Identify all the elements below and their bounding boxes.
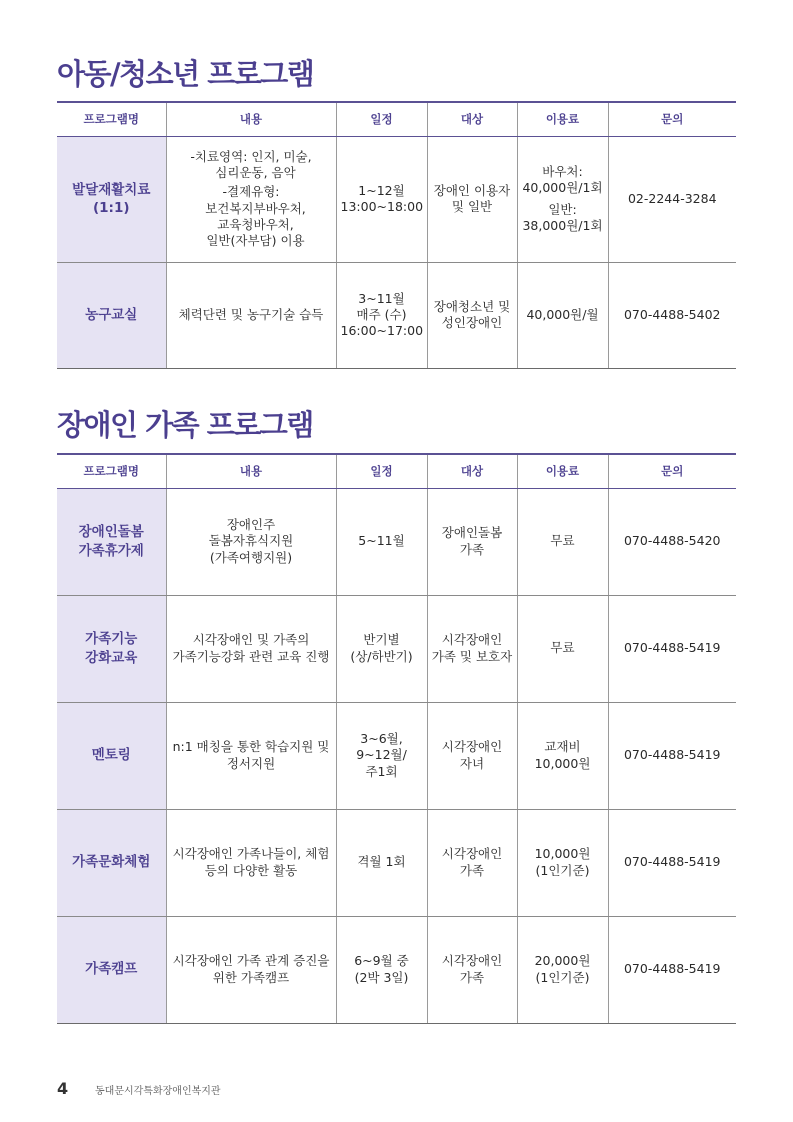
content-cell	[166, 488, 336, 595]
col-header-fee: 이용료	[517, 102, 608, 136]
schedule-text: 9~12월/	[356, 747, 407, 763]
content-text: 시각장애인 및 가족의	[192, 632, 310, 648]
table-header-row	[57, 454, 736, 488]
col-header-fee: 이용료	[517, 454, 608, 488]
fee-cell	[517, 262, 608, 368]
fee-text: 바우처:	[542, 163, 583, 179]
target-text: 가족	[459, 541, 485, 557]
schedule-text: (2박 3일)	[354, 969, 409, 985]
program-name: 강화교육	[85, 649, 138, 666]
schedule-text: (상/하반기)	[350, 648, 413, 664]
table-header-row	[57, 102, 736, 136]
content-text: 위한 가족캠프	[212, 969, 290, 985]
target-text: 및 일반	[451, 199, 493, 214]
table-row	[57, 262, 736, 368]
schedule-text: 주1회	[365, 763, 398, 779]
contact-cell: 070-4488-5419	[608, 916, 736, 1023]
content-item	[171, 649, 332, 665]
content-item	[171, 632, 332, 648]
content-item	[171, 863, 332, 879]
program-name-cell	[57, 702, 166, 809]
col-header-target: 대상	[427, 102, 517, 136]
col-header-target: 대상	[427, 454, 517, 488]
content-text: -결제유형:	[222, 184, 280, 200]
table-row	[57, 595, 736, 702]
content-text: 정서지원	[226, 755, 276, 771]
schedule-text: 13:00~18:00	[340, 199, 424, 214]
schedule-text: 16:00~17:00	[340, 323, 424, 339]
target-text: 시각장애인	[441, 632, 503, 648]
fee-text: 20,000원	[534, 953, 591, 969]
content-text: 시각장애인 가족 관계 증진을	[172, 953, 330, 969]
content-text: n:1 매칭을 통한 학습지원 및	[172, 739, 330, 755]
program-name-cell	[57, 916, 166, 1023]
fee-cell	[517, 916, 608, 1023]
page-number: 4	[57, 1079, 69, 1098]
content-text: 등의 다양한 활동	[204, 862, 298, 878]
fee-text: (1인기준)	[535, 862, 590, 878]
schedule-cell	[336, 136, 427, 262]
content-cell	[166, 916, 336, 1023]
program-name: 농구교실	[85, 306, 138, 323]
col-header-name: 프로그램명	[57, 102, 166, 136]
target-text: 가족 및 보호자	[431, 648, 513, 664]
schedule-cell	[336, 809, 427, 916]
schedule-text: 1~12월	[358, 182, 405, 198]
fee-cell	[517, 136, 608, 262]
schedule-cell	[336, 702, 427, 809]
program-name: 가족캠프	[85, 961, 138, 978]
fee-text: 무료	[550, 533, 575, 549]
program-name-cell	[57, 262, 166, 368]
content-text: -치료영역: 인지, 미술,	[190, 148, 312, 164]
target-text: 장애인 이용자	[433, 182, 511, 198]
col-header-schedule: 일정	[336, 102, 427, 136]
content-text: 시각장애인 가족나들이, 체험	[172, 846, 330, 862]
content-item	[171, 739, 332, 755]
target-text: 시각장애인	[441, 953, 503, 969]
organization-name: 동대문시각특화장애인복지관	[95, 1086, 221, 1097]
fee-text: 교재비	[544, 739, 581, 755]
col-header-content: 내용	[166, 102, 336, 136]
content-text: 가족기능강화 관련 교육 진행	[172, 648, 330, 664]
contact-cell: 070-4488-5420	[608, 488, 736, 595]
fee-text: 10,000원	[534, 755, 591, 771]
fee-text: 40,000원/월	[526, 306, 599, 322]
content-item	[171, 550, 332, 566]
schedule-text: 반기별	[363, 632, 400, 648]
target-text: 성인장애인	[441, 315, 503, 330]
youth-program-table	[57, 101, 736, 369]
schedule-text: 3~11월	[358, 290, 405, 306]
target-cell	[427, 916, 517, 1023]
contact-cell: 070-4488-5419	[608, 702, 736, 809]
content-item	[171, 533, 332, 549]
contact-cell: 070-4488-5402	[608, 262, 736, 368]
target-cell	[427, 262, 517, 368]
content-cell	[166, 595, 336, 702]
schedule-text: 매주 (수)	[356, 306, 407, 322]
target-cell	[427, 702, 517, 809]
content-subtext: 보건복지부바우처,	[205, 200, 306, 216]
fee-text: 38,000원/1회	[522, 218, 603, 234]
col-header-content: 내용	[166, 454, 336, 488]
program-name: 가족휴가제	[78, 542, 144, 559]
content-item	[171, 517, 332, 533]
fee-text: 무료	[550, 640, 575, 656]
fee-text: 40,000원/1회	[522, 179, 603, 195]
program-name-cell	[57, 488, 166, 595]
section-title-youth: 아동/청소년 프로그램	[57, 57, 314, 91]
table-row	[57, 702, 736, 809]
fee-cell	[517, 809, 608, 916]
schedule-text: 5~11월	[358, 533, 405, 549]
target-text: 장애청소년 및	[433, 298, 511, 314]
schedule-cell	[336, 595, 427, 702]
content-text: 체력단련 및 농구기술 습득	[178, 306, 324, 322]
program-name: 가족기능	[85, 631, 138, 648]
content-item	[171, 184, 332, 249]
content-item	[171, 846, 332, 862]
schedule-cell	[336, 488, 427, 595]
content-item	[171, 756, 332, 772]
family-program-table	[57, 453, 736, 1024]
target-cell	[427, 136, 517, 262]
target-cell	[427, 595, 517, 702]
program-name-cell	[57, 809, 166, 916]
target-text: 자녀	[459, 755, 485, 771]
content-subtext: 일반(자부담) 이용	[206, 233, 305, 248]
content-item	[171, 307, 332, 323]
fee-cell	[517, 488, 608, 595]
schedule-cell	[336, 262, 427, 368]
schedule-text: 6~9월 중	[354, 953, 409, 969]
schedule-text: 3~6월,	[360, 731, 403, 747]
col-header-schedule: 일정	[336, 454, 427, 488]
col-header-name: 프로그램명	[57, 454, 166, 488]
schedule-cell	[336, 916, 427, 1023]
section-title-family: 장애인 가족 프로그램	[57, 408, 313, 442]
table-row	[57, 916, 736, 1023]
table-row	[57, 488, 736, 595]
target-text: 시각장애인	[441, 846, 503, 862]
program-name: 가족문화체험	[72, 854, 151, 871]
contact-cell: 02-2244-3284	[608, 136, 736, 262]
schedule-text: 격월 1회	[357, 854, 406, 870]
contact-cell: 070-4488-5419	[608, 809, 736, 916]
content-item	[171, 149, 332, 182]
target-text: 장애인돌봄	[441, 525, 503, 541]
content-item	[171, 953, 332, 969]
table-row	[57, 136, 736, 262]
target-cell	[427, 488, 517, 595]
program-name: 장애인돌봄	[78, 524, 144, 541]
content-cell	[166, 809, 336, 916]
content-text: (가족여행지원)	[209, 549, 293, 565]
fee-text: (1인기준)	[535, 969, 590, 985]
content-cell	[166, 136, 336, 262]
contact-cell: 070-4488-5419	[608, 595, 736, 702]
content-cell	[166, 702, 336, 809]
program-name-cell	[57, 595, 166, 702]
fee-text: 10,000원	[534, 846, 591, 862]
program-name: 발달재활치료	[72, 181, 151, 198]
content-text: 장애인주	[226, 517, 276, 533]
program-name: 멘토링	[91, 747, 131, 764]
fee-text: 일반:	[548, 202, 577, 217]
content-item	[171, 970, 332, 986]
col-header-contact: 문의	[608, 102, 736, 136]
target-text: 가족	[459, 969, 485, 985]
target-cell	[427, 809, 517, 916]
content-subtext: 교육청바우처,	[217, 216, 294, 232]
content-cell	[166, 262, 336, 368]
target-text: 시각장애인	[441, 739, 503, 755]
fee-cell	[517, 595, 608, 702]
content-subtext: 심리운동, 음악	[215, 165, 296, 180]
program-name: (1:1)	[92, 200, 130, 216]
content-text: 돌봄자휴식지원	[208, 533, 294, 549]
fee-cell	[517, 702, 608, 809]
table-row	[57, 809, 736, 916]
target-text: 가족	[459, 862, 485, 878]
col-header-contact: 문의	[608, 454, 736, 488]
program-name-cell	[57, 136, 166, 262]
